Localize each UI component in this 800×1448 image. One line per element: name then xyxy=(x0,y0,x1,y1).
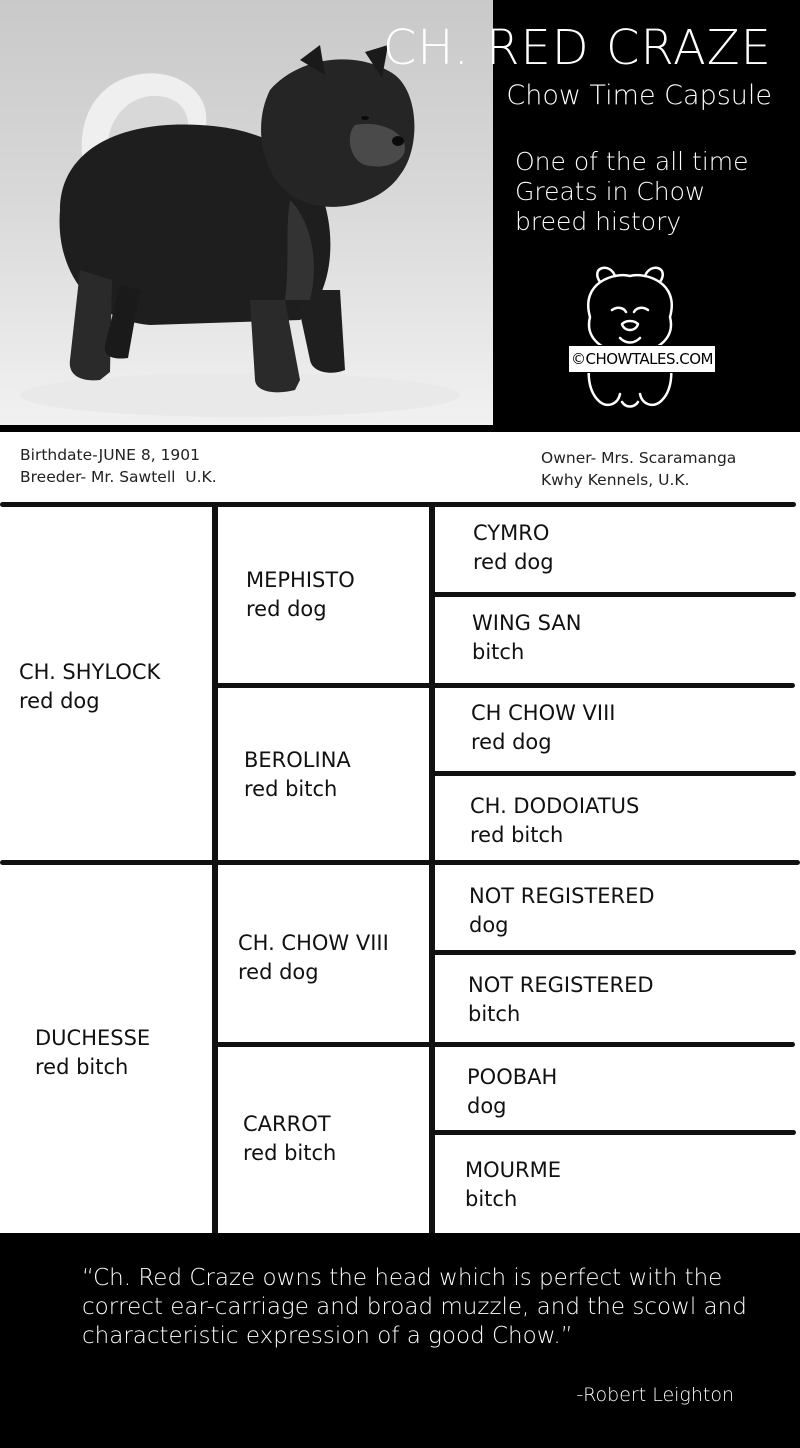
header-panel xyxy=(0,0,800,432)
pedigree-great-grandparent-8: MOURME bitch xyxy=(465,1158,561,1211)
birthdate-text: Birthdate-JUNE 8, 1901 xyxy=(20,446,201,464)
grid-line-ggp1 xyxy=(432,592,796,597)
pedigree-grandparent-3: CH. CHOW VIII red dog xyxy=(238,931,389,984)
quote-text: “Ch. Red Craze owns the head which is perfect with the correct ear-carriage and broad muzzle, and the scowl and characteristic expression of a good Chow.” xyxy=(82,1265,747,1349)
grid-line-gp3 xyxy=(215,1042,795,1047)
grid-line-top xyxy=(0,502,796,507)
pedigree-great-grandparent-2: WING SAN bitch xyxy=(472,611,582,664)
owner-info xyxy=(541,447,736,491)
pedigree-great-grandparent-3: CH CHOW VIII red dog xyxy=(471,701,616,754)
pedigree-great-grandparent-4: CH. DODOIATUS red bitch xyxy=(470,794,640,847)
quote-author: -Robert Leighton xyxy=(576,1384,734,1406)
owner-text: Owner- Mrs. Scaramanga xyxy=(541,449,737,467)
page-title: CH. RED CRAZE xyxy=(382,20,772,76)
pedigree-great-grandparent-1: CYMRO red dog xyxy=(473,521,554,574)
breeder-text: Breeder- Mr. Sawtell U.K. xyxy=(20,468,217,486)
pedigree-great-grandparent-5: NOT REGISTERED dog xyxy=(469,884,655,937)
pedigree-parent-dam: DUCHESSE red bitch xyxy=(35,1026,151,1079)
page-subtitle: Chow Time Capsule xyxy=(506,80,772,111)
birth-info xyxy=(20,444,217,488)
grid-divider-col2 xyxy=(429,502,435,1233)
pedigree-great-grandparent-7: POOBAH dog xyxy=(467,1065,558,1118)
tagline: One of the all time Greats in Chow breed history xyxy=(515,147,749,236)
grid-line-middle xyxy=(0,860,800,865)
grid-line-gp1 xyxy=(215,683,795,688)
kennel-text: Kwhy Kennels, U.K. xyxy=(541,471,690,489)
pedigree-grandparent-2: BEROLINA red bitch xyxy=(244,748,351,801)
grid-line-ggp7 xyxy=(432,1130,796,1135)
chow-logo-icon xyxy=(560,262,700,412)
pedigree-grandparent-1: MEPHISTO red dog xyxy=(246,568,355,621)
grid-line-ggp5 xyxy=(432,950,796,955)
grid-divider-col1 xyxy=(212,502,218,1233)
grid-line-ggp3 xyxy=(432,771,796,776)
pedigree-parent-sire: CH. SHYLOCK red dog xyxy=(19,660,161,713)
pedigree-grandparent-4: CARROT red bitch xyxy=(243,1112,337,1165)
pedigree-great-grandparent-6: NOT REGISTERED bitch xyxy=(468,973,654,1026)
watermark-copyright: ©CHOWTALES.COM xyxy=(568,345,716,373)
